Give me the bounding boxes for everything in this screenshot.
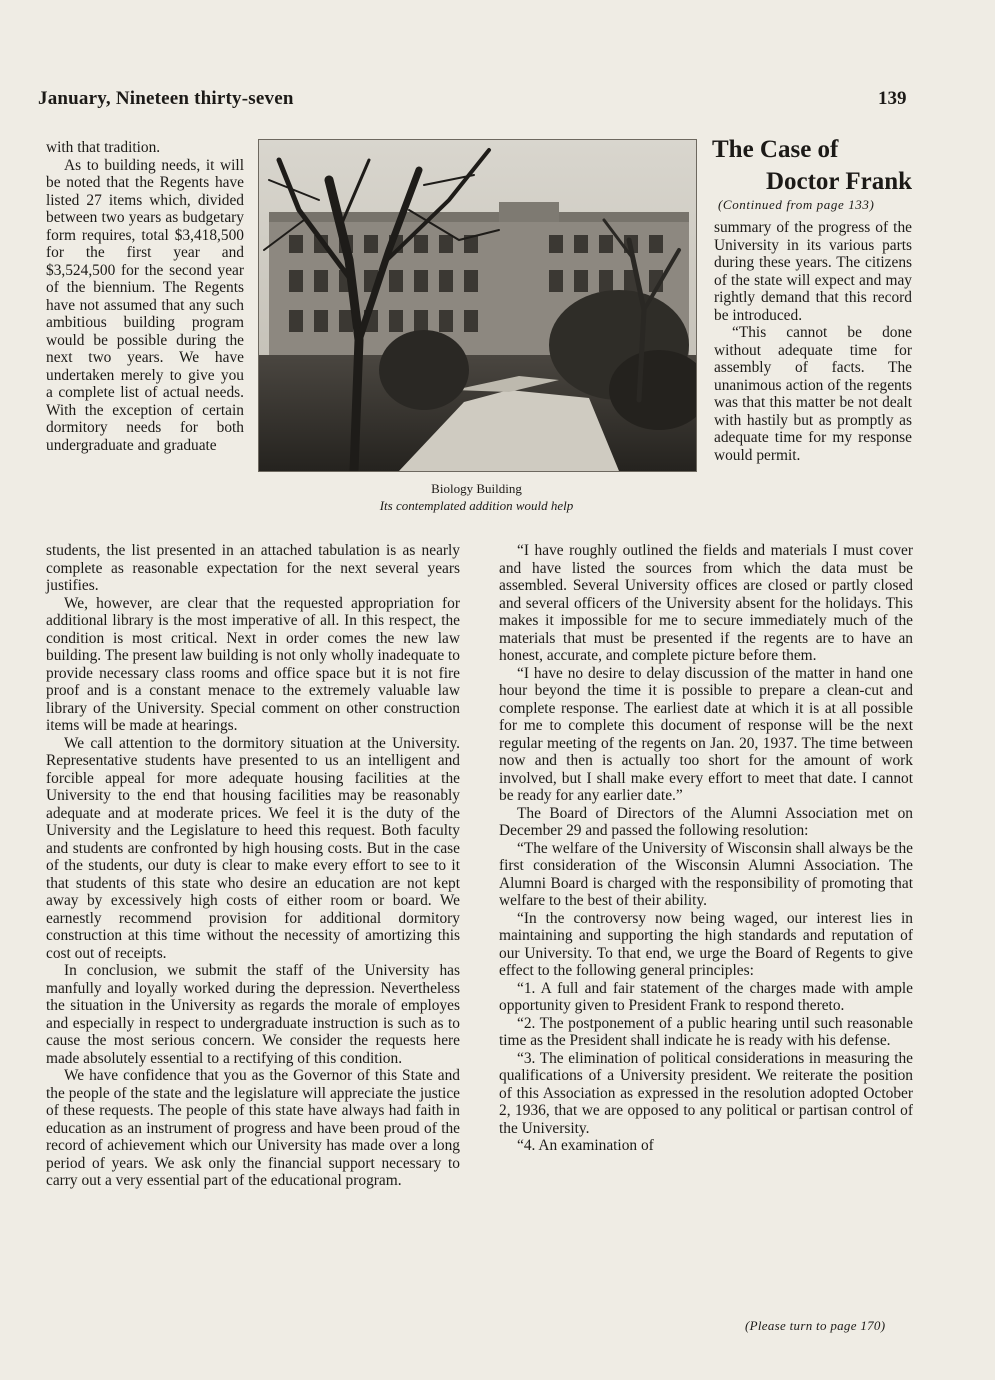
- paragraph: “4. An examination of: [517, 1137, 654, 1154]
- right-column-upper: [714, 219, 912, 464]
- left-column-lower: [46, 542, 460, 1190]
- continuation-note: (Please turn to page 170): [745, 1318, 886, 1333]
- left-column-upper: [46, 139, 244, 454]
- paragraph: “3. The elimination of political considerations in measuring the qualifications of a University president. We reiterate the position of this Association as expressed in the resolution adopted October 2, 1936, that we are opposed to any political or partisan control of the University.: [499, 1049, 913, 1137]
- paragraph: In conclusion, we submit the staff of the University has manfully and loyally worked during the depression. Nevertheless the situation in the University as regards the morale of employes and especially in respect to undergraduate instruction is such as to cause the most serious concern. We consider the requests here made absolutely essential to a rectifying of this condition.: [46, 962, 460, 1067]
- paragraph: As to building needs, it will be noted that the Regents have listed 27 items which, divided between two years as budgetary form requires, total $3,418,500 for the first year and $3,524,500 for the second year of the biennium. The Regents have not assumed that any such ambitious building program would be possible during the next two years. We have undertaken merely to give you a complete list of actual needs. With the exception of certain dormitory needs for both undergraduate and graduate: [46, 156, 244, 454]
- running-header-title: January, Nineteen thirty-seven: [38, 88, 294, 109]
- biology-building-photo: [258, 139, 697, 472]
- paragraph: We have confidence that you as the Governor of this State and the people of the state and the legislature will appreciate the justice of these requests. The people of this state have always had faith in education as an instrument of progress and have been proud of the record of achievement which our University has made over a long period of years. We ask only the financial support necessary to carry out a very essential part of the educational program.: [46, 1067, 460, 1189]
- paragraph: “In the controversy now being waged, our interest lies in maintaining and supporting the high standards and reputation of our University. To that end, we urge the Board of Regents to give effect to the following general principles:: [499, 909, 913, 979]
- paragraph: We call attention to the dormitory situation at the University. Representative students have presented to us an intelligent and forcible appeal for more adequate housing facilities at the University to the end that housing facilities may be reasonably adequate and at moderate prices. We feel it is the duty of the University and the Legislature to heed this request. Both faculty and students are confronted by high housing costs. But in the case of the students, our duty is clear to make every effort to see to it that students of this state who desire an education are not kept away by excessively high costs of either room or board. We earnestly recommend provision for additional dormitory construction at this time without the necessity of amortizing this cost out of receipts.: [46, 734, 460, 962]
- paragraph: We, however, are clear that the requested appropriation for additional library is the most imperative of all. In this respect, the condition is most critical. Next in order comes the new law building. The present law building is not only wholly inadequate to provide necessary class rooms and office space but it is not fire proof and is a constant menace to the extremely valuable law library of the University. Special comment on other construction items will be made at hearings.: [46, 594, 460, 734]
- paragraph: “1. A full and fair statement of the charges made with ample opportunity given to President Frank to respond thereto.: [499, 979, 913, 1014]
- right-column-lower: [499, 542, 913, 1155]
- paragraph: “I have roughly outlined the fields and materials I must cover and have listed the sources from which the data must be assembled. Several University offices are closed or partly closed and several officers of the University absent for the holidays. This makes it impossible for me to secure immediately much of the materials that must be presented if the regents are to have an honest, accurate, and complete picture before them.: [499, 542, 913, 664]
- paragraph: “2. The postponement of a public hearing until such reasonable time as the President shall indicate he is ready with his defense.: [499, 1014, 913, 1049]
- paragraph: “This cannot be done without adequate time for assembly of facts. The unanimous action of the regents was that this matter be not dealt with hastily but as promptly as adequate time for my response would permit.: [714, 324, 912, 464]
- paragraph: students, the list presented in an attached tabulation is as nearly complete as reasonable expectation for the next several years justifies.: [46, 542, 460, 594]
- paragraph: “I have no desire to delay discussion of the matter in hand one hour beyond the time it is possible to prepare a clean-cut and complete response. The earliest date at which it is at all possible for me to complete this document of response will be the next regular meeting of the regents on Jan. 20, 1937. The time between now and then is actually too short for the amount of work involved, but I shall make every effort to meet that date. I cannot be ready for any earlier date.”: [499, 664, 913, 804]
- paragraph: The Board of Directors of the Alumni Association met on December 29 and passed the following resolution:: [499, 804, 913, 839]
- continued-note: (Continued from page 133): [718, 197, 875, 212]
- paragraph: with that tradition.: [46, 139, 161, 156]
- page-number: 139: [878, 88, 907, 109]
- paragraph: “The welfare of the University of Wisconsin shall always be the first consideration of the Wisconsin Alumni Association. The Alumni Board is charged with the responsibility of promoting that welfare to the best of their ability.: [499, 839, 913, 909]
- article-title-line-1: The Case of: [712, 136, 839, 163]
- paragraph: summary of the progress of the University in its various parts during these years. The citizens of the state will expect and may rightly demand that this record be introduced.: [714, 219, 912, 324]
- photo-caption-title: Biology Building: [431, 481, 522, 496]
- photo-caption-subtitle: Its contemplated addition would help: [379, 498, 574, 513]
- article-title-line-2: Doctor Frank: [765, 168, 912, 195]
